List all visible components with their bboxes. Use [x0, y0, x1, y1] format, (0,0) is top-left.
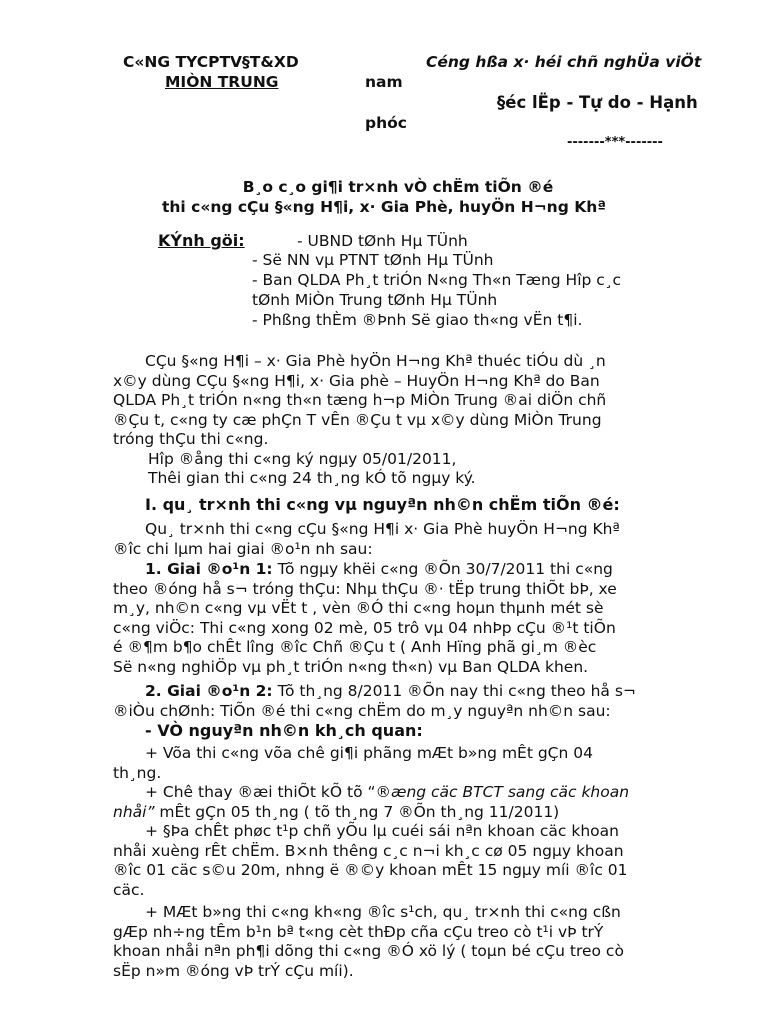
recipient-3: - Ban QLDA Ph¸t triÓn N«ng Th«n Tæng Hîp c¸c: [252, 271, 622, 289]
org-region: MIÒN TRUNG: [165, 73, 279, 91]
section-heading: I. qu¸ tr×nh thi c«ng vµ nguyªn nh©n chËm tiÕn ®é:: [145, 495, 620, 514]
stage1-line: é ®¶m b¶o chÊt lîng ®îc Chñ ®Çu t ( Anh Hïng phã gi¸m ®èc: [113, 638, 597, 656]
intro-line: CÇu §«ng H¶i – x· Gia Phè hyÖn H¬ng Khª thuéc tiÓu dù ¸n: [145, 352, 606, 370]
motto-cont: phóc: [365, 114, 407, 132]
bullet-line: [145, 783, 629, 801]
section-line: Qu¸ tr×nh thi c«ng cÇu §«ng H¶i x· Gia Phè huyÖn H¬ng Khª: [145, 520, 620, 538]
header-separator: -------***-------: [567, 135, 663, 150]
stage2-line: [145, 682, 636, 700]
bullet-line: + Võa thi c«ng võa chê gi¶i phãng mÆt b»ng mÊt gÇn 04: [145, 744, 593, 762]
bullet-line: sËp n»m ®óng vÞ trÝ cÇu míi).: [113, 962, 354, 980]
intro-line: ®Çu t, c«ng ty cæ phÇn T vÊn ®Çu t vµ x©y dùng MiÒn Trung: [113, 411, 602, 429]
bullet2-text: + Chê thay ®æi thiÕt kÕ tõ “: [145, 783, 376, 801]
recipient-3-cont: tØnh MiÒn Trung tØnh Hµ TÜnh: [252, 291, 498, 309]
stage1-line: Së n«ng nghiÖp vµ ph¸t triÓn n«ng th«n) vµ Ban QLDA khen.: [113, 658, 589, 676]
stage1-line: theo ®óng hå s¬ tróng thÇu: Nhµ thÇu ®· tËp trung thiÕt bÞ, xe: [113, 580, 617, 598]
stage2-line: ®iÒu chØnh: TiÕn ®é thi c«ng chËm do m¸y nguyªn nh©n sau:: [113, 702, 611, 720]
contract-date: Hîp ®ång thi c«ng ký ngµy 05/01/2011,: [148, 450, 457, 468]
objective-heading: - VÒ nguyªn nh©n kh¸ch quan:: [145, 721, 423, 740]
bullet-line: khoan nhåi nªn ph¶i dõng thi c«ng ®Ó xö lý ( toµn bé cÇu treo cò: [113, 942, 624, 960]
nation-title: Céng hßa x· héi chñ nghÜa viÖt: [426, 53, 702, 71]
recipients-label: KÝnh göi:: [158, 231, 245, 250]
report-title-line1: B¸o c¸o gi¶i tr×nh vÒ chËm tiÕn ®é: [242, 178, 554, 196]
stage1-line: c«ng viÖc: Thi c«ng xong 02 mè, 05 trô vµ 04 nhÞp cÇu ®¹t tiÕn: [113, 619, 616, 637]
intro-line: tróng thÇu thi c«ng.: [113, 430, 269, 448]
bullet2-italic-cont: nhåi”: [113, 803, 155, 821]
stage2-text: Tõ th¸ng 8/2011 ®Õn nay thi c«ng theo hå s¬: [272, 682, 636, 700]
report-title: [0, 178, 768, 216]
bullet-line: cäc.: [113, 881, 145, 899]
bullet-line: gÆp nh÷ng tÊm b¹n bª t«ng cèt thÐp cña cÇu treo cò t¹i vÞ trÝ: [113, 923, 604, 941]
stage1-label: 1. Giai ®o¹n 1:: [145, 560, 273, 578]
bullet-line: [113, 803, 559, 821]
recipient-4: - Phßng thÈm ®Þnh Së giao th«ng vËn t¶i.: [252, 311, 583, 329]
section-line: ®îc chi lµm hai giai ®o¹n nh sau:: [113, 540, 373, 558]
bullet-line: th¸ng.: [113, 764, 162, 782]
recipient-2: - Së NN vµ PTNT tØnh Hµ TÜnh: [252, 251, 494, 269]
org-name: C«NG TYCPTV§T&XD: [123, 53, 299, 71]
motto: §éc lËp - Tự do - Hạnh: [497, 93, 698, 112]
intro-line: x©y dùng CÇu §«ng H¶i, x· Gia phè – HuyÖn H¬ng Khª do Ban: [113, 372, 600, 390]
bullet2-italic: ®æng cäc BTCT sang cäc khoan: [375, 783, 630, 801]
construction-duration: Thêi gian thi c«ng 24 th¸ng kÓ tõ ngµy ký.: [148, 469, 476, 487]
stage2-label: 2. Giai ®o¹n 2:: [145, 682, 273, 700]
bullet-line: + MÆt b»ng thi c«ng kh«ng ®îc s¹ch, qu¸ tr×nh thi c«ng cßn: [145, 903, 621, 921]
bullet-line: + §Þa chÊt phøc t¹p chñ yÕu lµ cuéi sái nªn khoan cäc khoan: [145, 822, 619, 840]
intro-line: QLDA Ph¸t triÓn n«ng th«n tæng h¬p MiÒn Trung ®ai diÖn chñ: [113, 391, 607, 409]
stage1-text: Tõ ngµy khëi c«ng ®Õn 30/7/2011 thi c«ng: [272, 560, 613, 578]
bullet2-text-cont: mÊt gÇn 05 th¸ng ( tõ th¸ng 7 ®Õn th¸ng 11/2011): [154, 803, 560, 821]
report-title-line2: thi c«ng cÇu §«ng H¶i, x· Gia Phè, huyÖn H¬ng Khª: [161, 198, 606, 216]
recipient-1: - UBND tØnh Hµ TÜnh: [297, 232, 468, 250]
bullet-line: ®îc 01 cäc s©u 20m, nhng ë ®©y khoan mÊt 15 ngµy míi ®îc 01: [113, 861, 628, 879]
bullet-line: nhåi xuèng rÊt chËm. B×nh thêng c¸c n¬i kh¸c cø 05 ngµy khoan: [113, 842, 624, 860]
stage1-line: [145, 560, 613, 578]
stage1-line: m¸y, nh©n c«ng vµ vËt t , vèn ®Ó thi c«ng hoµn thµnh mét sè: [113, 599, 604, 617]
nation-title-cont: nam: [365, 73, 403, 91]
